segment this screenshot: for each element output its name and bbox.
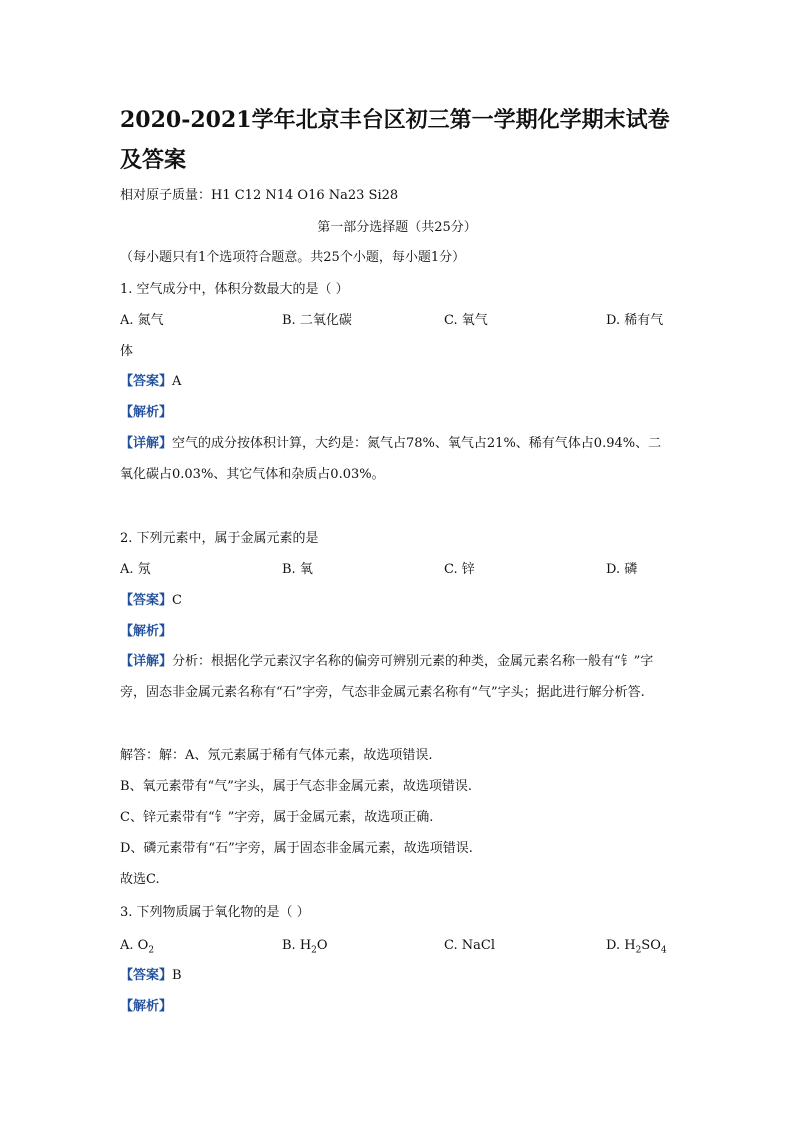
section-title: 第一部分选择题（共25分） xyxy=(317,220,477,235)
q2-answer xyxy=(120,591,182,611)
q2-solution-line-3: C、锌元素带有“钅”字旁，属于金属元素，故选项正确. xyxy=(120,810,434,825)
answer-tag: 【答案】 xyxy=(120,374,173,389)
q1-option-d: D. 稀有气 xyxy=(606,313,664,328)
q2-answer-value: C xyxy=(172,593,182,608)
q2-solution-line-1: 解答：解：A、氖元素属于稀有气体元素，故选项错误. xyxy=(120,748,433,763)
atomic-mass-line: 相对原子质量：H1 C12 N14 O16 Na23 Si28 xyxy=(120,188,399,203)
page-title: 2020-2021学年北京丰台区初三第一学期化学期末试卷及答案 xyxy=(120,107,670,173)
q1-detail xyxy=(120,428,672,490)
q2-stem: 2. 下列元素中，属于金属元素的是 xyxy=(120,531,319,546)
q1-detail-text: 空气的成分按体积计算，大约是：氮气占78%、氧气占21%、稀有气体占0.94%、二氧化碳占0.03%、其它气体和杂质占0.03%。 xyxy=(120,436,662,482)
q1-option-b: B. 二氧化碳 xyxy=(282,313,352,328)
analysis-tag: 【解析】 xyxy=(120,624,173,639)
q1-option-a: A. 氮气 xyxy=(120,313,164,328)
q3-option-c: C. NaCl xyxy=(444,938,495,953)
q2-solution-line-4: D、磷元素带有“石”字旁，属于固态非金属元素，故选项错误. xyxy=(120,841,473,856)
q3-answer xyxy=(120,966,182,986)
q3-option-b: B. $H_2O$ xyxy=(282,938,328,956)
detail-tag: 【详解】 xyxy=(120,436,173,451)
q2-detail xyxy=(120,646,672,708)
q1-analysis-label xyxy=(120,403,172,423)
q3-answer-value: B xyxy=(172,968,182,983)
section-note: （每小题只有1个选项符合题意。共25个小题，每小题1分） xyxy=(120,250,466,265)
q2-detail-text: 分析：根据化学元素汉字名称的偏旁可辨别元素的种类，金属元素名称一般有“钅”字旁，固态非金属元素名称有“石”字旁，气态非金属元素名称有“气”字头；据此进行解分析答. xyxy=(120,654,654,700)
q1-stem: 1. 空气成分中，体积分数最大的是（ ） xyxy=(120,282,349,297)
analysis-tag: 【解析】 xyxy=(120,405,173,420)
q2-option-c: C. 锌 xyxy=(444,562,475,577)
q2-analysis-label xyxy=(120,622,172,642)
q1-answer xyxy=(120,372,181,392)
detail-tag: 【详解】 xyxy=(120,654,173,669)
q3-analysis-label xyxy=(120,997,172,1017)
q2-option-d: D. 磷 xyxy=(606,562,638,577)
answer-tag: 【答案】 xyxy=(120,593,173,608)
q1-answer-value: A xyxy=(172,374,182,389)
q3-stem: 3. 下列物质属于氧化物的是（ ） xyxy=(120,905,310,920)
analysis-tag: 【解析】 xyxy=(120,999,173,1014)
q2-option-b: B. 氧 xyxy=(282,562,313,577)
q2-option-a: A. 氖 xyxy=(120,562,151,577)
q3-option-d: D. $H_2SO_4$ xyxy=(606,938,667,956)
answer-tag: 【答案】 xyxy=(120,968,173,983)
q2-solution-line-5: 故选C. xyxy=(120,872,160,887)
q3-option-a: A. $O_2$ xyxy=(120,938,155,956)
q1-option-d-wrap: 体 xyxy=(120,344,134,359)
q2-solution-line-2: B、氧元素带有“气”字头，属于气态非金属元素，故选项错误. xyxy=(120,779,472,794)
q1-option-c: C. 氧气 xyxy=(444,313,488,328)
